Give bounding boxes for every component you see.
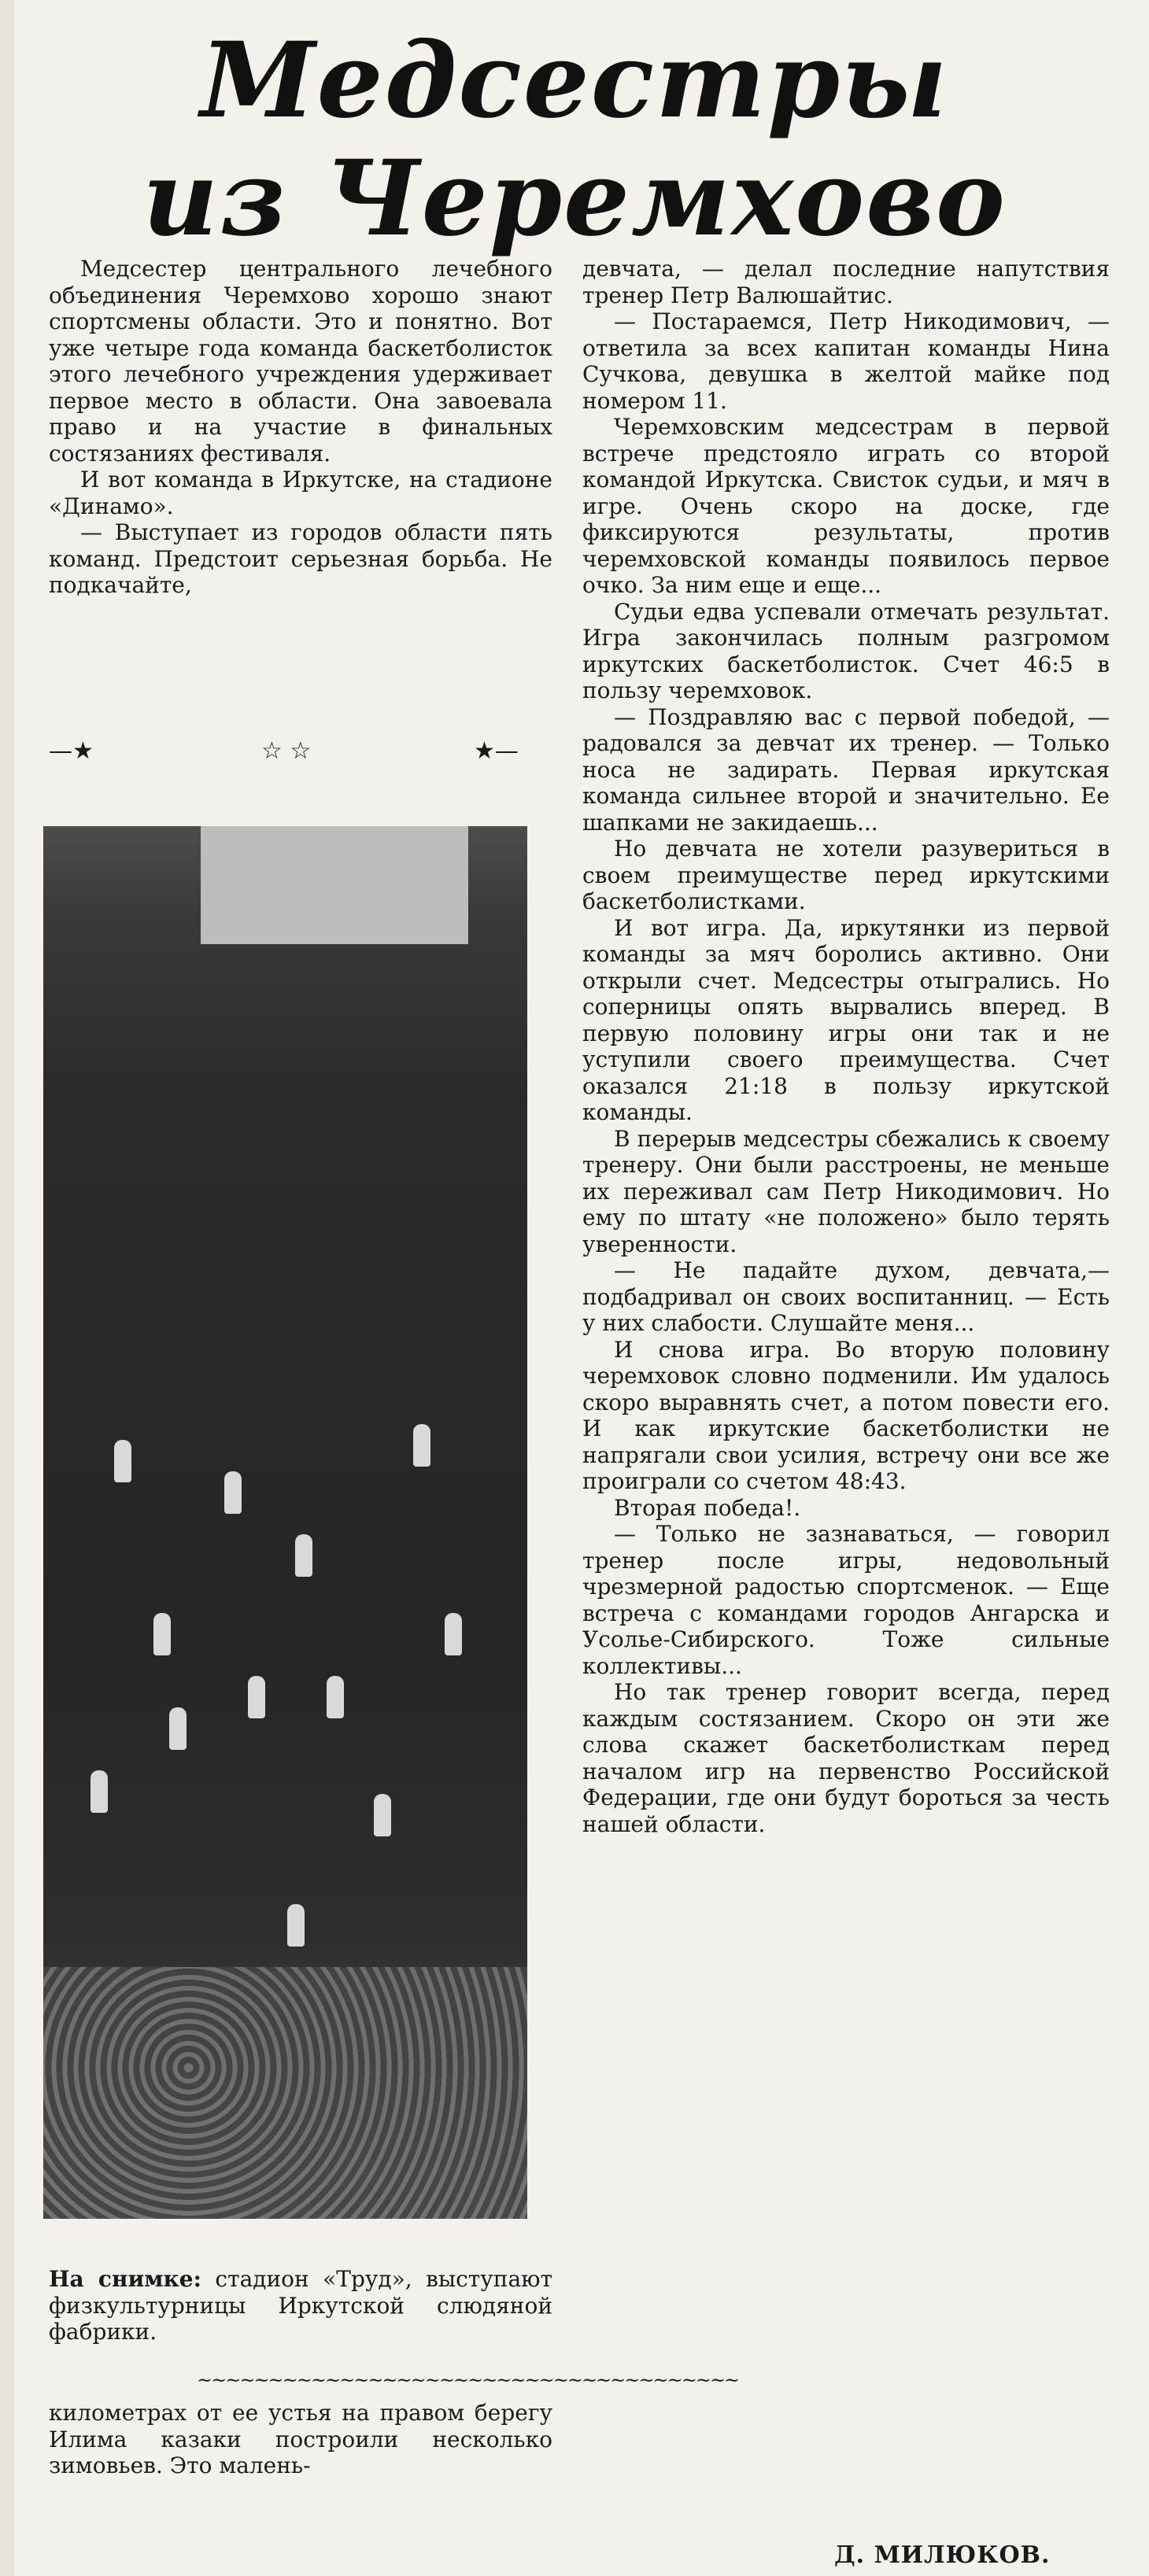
- article-paragraph: девчата, — делал последние напутствия тренер Петр Валюшайтис.: [582, 256, 1110, 308]
- photo-caption: [49, 2266, 552, 2345]
- athlete-figure: [295, 1534, 312, 1577]
- athlete-figure: [287, 1904, 305, 1947]
- article-left-column: [49, 256, 552, 599]
- article-paragraph: Но девчата не хотели разувериться в своем преимуществе перед иркутскими баскетболистками.: [582, 836, 1110, 914]
- article-paragraph: километрах от ее устья на правом берегу Илима казаки построили несколько зимовьев. Это малень-: [49, 2400, 552, 2478]
- athlete-figure: [374, 1794, 391, 1836]
- article-paragraph: — Постараемся, Петр Никодимович, — ответила за всех капитан команды Нина Сучкова, девушка в желтой майке под номером 11.: [582, 308, 1110, 414]
- article-paragraph: Медсестер центрального лечебного объединения Черемхово хорошо знают спортсмены области. Это и понятно. Вот уже четыре года команда баскетболисток этого лечебного учреждения удерживает первое место в области. Она завоевала право и на участие в финальных состязаниях фестиваля.: [49, 256, 552, 467]
- next-article-fragment: [49, 2400, 552, 2479]
- article-paragraph: И вот команда в Иркутске, на стадионе «Динамо».: [49, 467, 552, 519]
- article-paragraph: Черемховским медсестрам в первой встрече предстояло играть со второй командой Иркутска. Свисток судьи, и мяч в игре. Очень скоро на доске, где фиксируются результаты, против черемховской команды появилось первое очко. За ним еще и еще...: [582, 414, 1110, 598]
- athlete-figure: [153, 1613, 171, 1655]
- article-paragraph: — Не падайте духом, девчата,— подбадривал он своих воспитанниц. — Есть у них слабости. Слушайте меня...: [582, 1257, 1110, 1336]
- athlete-figure: [413, 1424, 430, 1467]
- article-paragraph: Судьи едва успевали отмечать результат. Игра закончилась полным разгромом иркутских баскетболисток. Счет 46:5 в пользу черемховок.: [582, 598, 1110, 703]
- athlete-figure: [445, 1613, 462, 1655]
- photo-crowd: [43, 1967, 527, 2219]
- article-right-column: [582, 256, 1110, 1837]
- star-center: ☆ ☆: [261, 737, 312, 765]
- athlete-figure: [248, 1676, 265, 1718]
- headline-line-2: из Черемхово: [142, 138, 1007, 260]
- article-paragraph: И снова игра. Во вторую половину черемховок словно подменили. Им удалось скоро выравнять счет, а потом повести его. И как иркутские баскетболистки не напрягали свои усилия, встречу они все же проиграли со счетом 48:43.: [582, 1336, 1110, 1494]
- article-paragraph: И вот игра. Да, иркутянки из первой команды за мяч боролись активно. Они открыли счет. Медсестры отыгрались. Но соперницы опять вырвались вперед. В первую половину игры они так и не уступили своего преимущества. Счет оказался 21:18 в пользу иркутской команды.: [582, 914, 1110, 1125]
- article-paragraph: — Только не зазнаваться, — говорил тренер после игры, недовольный чрезмерной радостью спортсменок. — Еще встреча с командами городов Ангарска и Усолье-Сибирского. Тоже сильные коллективы...: [582, 1521, 1110, 1679]
- athlete-figure: [224, 1471, 242, 1514]
- athlete-figure: [114, 1440, 131, 1482]
- photo-banner: [201, 826, 468, 944]
- stadium-photo: [43, 826, 527, 2219]
- ornament-divider: ~~~~~~~~~~~~~~~~~~~~~~~~~~~~~~~~~~~~~~: [197, 2369, 739, 2391]
- athlete-figure: [327, 1676, 344, 1718]
- caption-text: стадион «Труд», выступают физкультурницы Иркутской слюдяной фабрики.: [49, 2266, 552, 2345]
- page-edge: [0, 0, 14, 2576]
- athlete-figure: [169, 1707, 187, 1750]
- headline-line-1: Медсестры: [200, 20, 949, 142]
- athlete-figure: [91, 1770, 108, 1813]
- author-signature: Д. МИЛЮКОВ.: [834, 2541, 1051, 2569]
- star-separator: [49, 736, 552, 767]
- caption-lead: На снимке:: [49, 2266, 201, 2292]
- article-paragraph: — Выступает из городов области пять команд. Предстоит серьезная борьба. Не подкачайте,: [49, 519, 552, 598]
- article-paragraph: В перерыв медсестры сбежались к своему тренеру. Они были расстроены, не меньше их переживал сам Петр Никодимович. Но ему по штату «не положено» было терять уверенности.: [582, 1125, 1110, 1257]
- article-paragraph: Но так тренер говорит всегда, перед каждым состязанием. Скоро он эти же слова скажет баскетболисткам перед началом игр на первенство Российской Федерации, где они будут бороться за честь нашей области.: [582, 1679, 1110, 1837]
- star-right: ★—: [474, 737, 519, 765]
- star-left: —★: [49, 737, 94, 765]
- article-paragraph: — Поздравляю вас с первой победой, — радовался за девчат их тренер. — Только носа не задирать. Первая иркутская команда сильнее второй и значительно. Ее шапками не закидаешь...: [582, 703, 1110, 836]
- article-paragraph: Вторая победа!.: [614, 1494, 801, 1521]
